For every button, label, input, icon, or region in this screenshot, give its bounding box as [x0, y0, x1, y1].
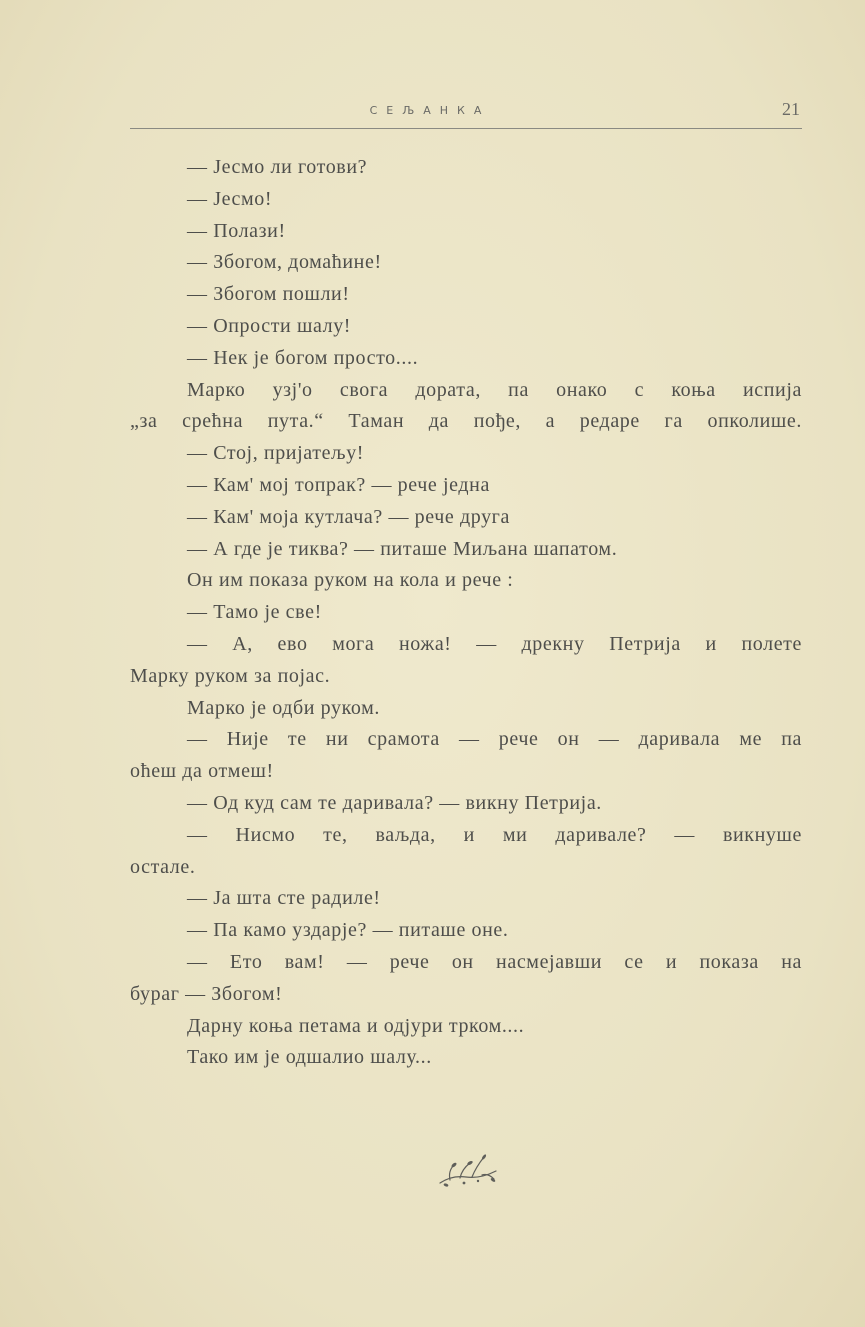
text-line: — Јесмо ли готови?	[187, 156, 368, 178]
text-line: Марко узј'о свога дората, па онако с коња испија	[187, 378, 802, 401]
text-line: Дарну коња петама и одјури трком....	[187, 1014, 525, 1037]
text-line: остале.	[130, 855, 196, 878]
text-line: — Збогом, домаћине!	[187, 251, 382, 274]
text-line: — Збогом пошли!	[187, 283, 350, 306]
page-header	[130, 99, 802, 124]
text-line: — Тамо је све!	[187, 601, 322, 624]
text-line: — Ја шта сте радиле!	[187, 887, 381, 910]
text-line: — Полази!	[187, 219, 286, 242]
text-line: — Од куд сам те даривала? — викну Петрија.	[187, 791, 602, 814]
text-line: бураг — Збогом!	[130, 982, 283, 1005]
text-line: — Нек је богом просто....	[187, 346, 419, 369]
text-line: Тако им је одшалио шалу...	[187, 1046, 432, 1069]
text-line: — Није те ни срамота — рече он — даривала ме па	[187, 728, 802, 751]
text-line: — А, ево мога ножа! — дрекну Петрија и полете	[187, 632, 802, 655]
text-line: — Па камо уздарје? — питаше оне.	[187, 919, 509, 942]
running-title: СЕЉАНКА	[369, 104, 491, 117]
text-line: — Јесмо!	[187, 187, 273, 210]
text-line: „за срећна пута.“ Таман да пође, а редаре га опколише.	[130, 410, 802, 433]
text-line: Марко је одби руком.	[187, 696, 380, 719]
floral-tailpiece-icon	[436, 1153, 500, 1193]
text-line: oћеш да отмеш!	[130, 760, 274, 783]
text-line: — Нисмо те, ваљда, и ми даривале? — викнуше	[187, 823, 802, 846]
text-line: — А где је тиква? — питаше Миљана шапатом.	[187, 537, 618, 560]
text-line: — Кам' мој топрак? — рече једна	[187, 473, 490, 496]
text-line: — Опрости шалу!	[187, 314, 352, 337]
header-rule	[130, 128, 802, 129]
text-line: — Ето вам! — рече он насмејавши се и показа на	[187, 950, 802, 973]
text-line: — Кам' моја кутлача? — рече друга	[187, 505, 510, 528]
text-line: Он им показа руком на кола и рече :	[187, 569, 514, 592]
text-line: Марку руком за појас.	[130, 664, 331, 687]
page-number: 21	[782, 99, 800, 119]
text-line: — Стој, пријатељу!	[187, 442, 365, 465]
body-text	[130, 152, 802, 1074]
